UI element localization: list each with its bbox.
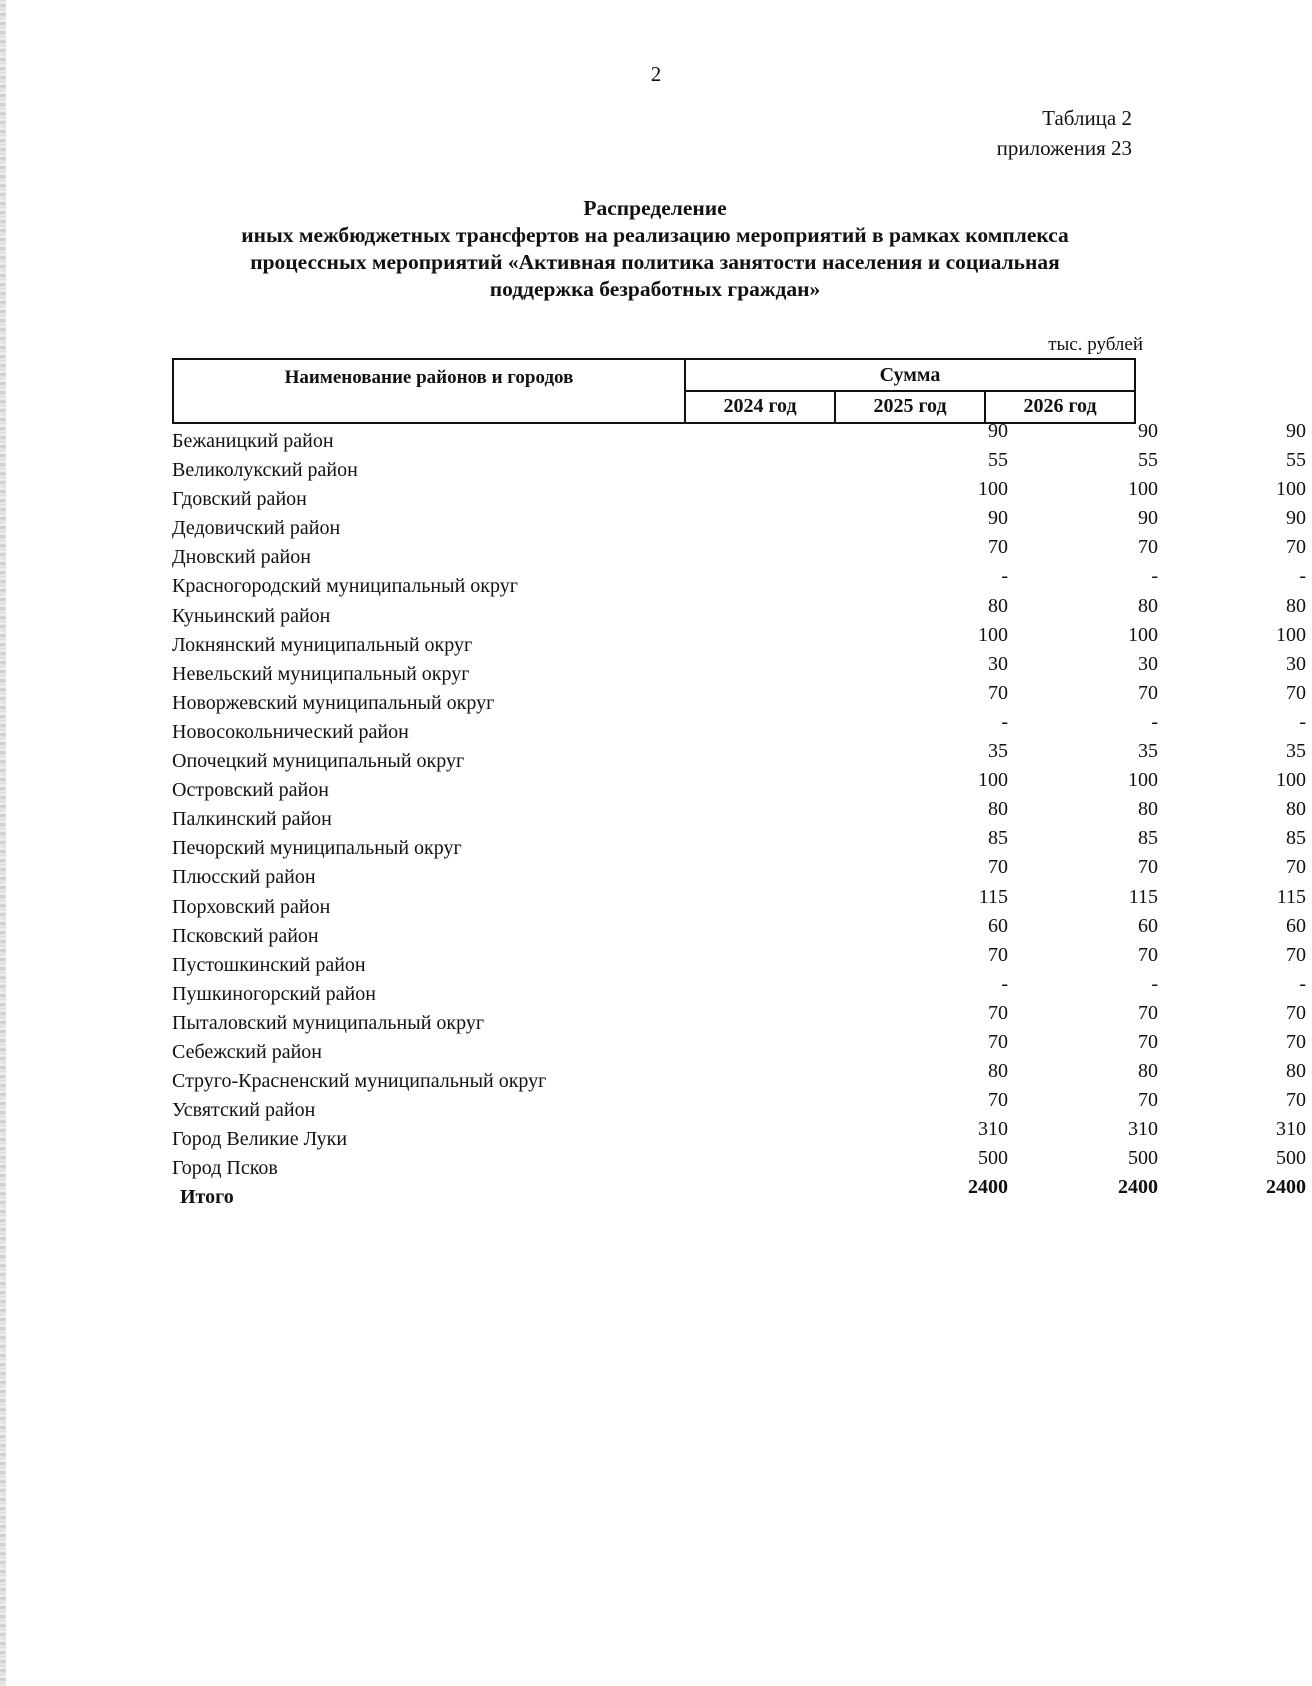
row-value-2024: 70 — [988, 1030, 1008, 1053]
row-value-2025: 70 — [1138, 1001, 1158, 1024]
header-year-2025: 2025 год — [836, 392, 986, 422]
row-name: Порховский район — [172, 895, 331, 918]
row-value-2026: - — [1299, 972, 1306, 995]
row-value-2025: 60 — [1138, 914, 1158, 937]
row-name: Город Великие Луки — [172, 1128, 348, 1151]
row-value-2024: 30 — [988, 652, 1008, 675]
row-value-2024: 80 — [988, 1060, 1008, 1083]
row-value-2025: 100 — [1128, 769, 1158, 792]
row-name: Опочецкий муниципальный округ — [172, 750, 465, 773]
row-value-2025: 55 — [1138, 449, 1158, 472]
table-ref-line2: приложения 23 — [996, 136, 1132, 160]
row-value-2025: 70 — [1138, 536, 1158, 559]
row-name: Гдовский район — [172, 488, 307, 511]
row-value-2024: 80 — [988, 594, 1008, 617]
row-value-2025: - — [1151, 565, 1158, 588]
table-ref-line1: Таблица 2 — [1042, 106, 1132, 130]
row-value-2024: - — [1001, 972, 1008, 995]
row-value-2025: 80 — [1138, 594, 1158, 617]
title-line4: поддержка безработных граждан» — [489, 277, 821, 301]
row-name: Бежаницкий район — [172, 430, 334, 452]
row-value-2025: 500 — [1128, 1147, 1158, 1170]
row-value-2026: 100 — [1276, 478, 1306, 501]
row-value-2024: 70 — [988, 856, 1008, 879]
row-value-2024: 60 — [988, 914, 1008, 937]
row-value-2026: 55 — [1286, 449, 1306, 472]
row-name: Струго-Красненский муниципальный округ — [172, 1070, 547, 1093]
row-value-2025: 70 — [1138, 681, 1158, 704]
row-value-2024: 80 — [988, 798, 1008, 821]
row-name: Печорский муниципальный округ — [172, 837, 462, 860]
table-body — [172, 420, 1306, 1214]
table-reference — [997, 103, 1132, 163]
row-value-2024: 85 — [988, 827, 1008, 850]
row-value-2024: - — [1001, 710, 1008, 733]
row-value-2026: 35 — [1286, 740, 1306, 763]
row-value-2026: 90 — [1286, 420, 1306, 442]
row-value-2025: - — [1151, 710, 1158, 733]
row-value-2024: 70 — [988, 536, 1008, 559]
row-name: Островский район — [172, 779, 329, 802]
row-name: Великолукский район — [172, 459, 358, 482]
row-name: Пушкиногорский район — [172, 982, 376, 1005]
row-name: Куньинский район — [172, 604, 331, 627]
title-line1: Распределение — [583, 196, 727, 220]
row-value-2025: 80 — [1138, 798, 1158, 821]
row-value-2024: 55 — [988, 449, 1008, 472]
row-value-2024: 70 — [988, 1001, 1008, 1024]
row-value-2025: 310 — [1128, 1118, 1158, 1141]
row-value-2026: 115 — [1276, 885, 1306, 908]
row-value-2024: 90 — [988, 507, 1008, 530]
row-value-2026: 310 — [1276, 1118, 1306, 1141]
row-name: Палкинский район — [172, 808, 332, 831]
row-value-2024: 70 — [988, 681, 1008, 704]
scan-edge — [0, 0, 6, 1686]
title-line2: иных межбюджетных трансфертов на реализацию мероприятий в рамках комплекса — [241, 223, 1069, 247]
row-value-2025: 35 — [1138, 740, 1158, 763]
row-value-2025: 90 — [1138, 420, 1158, 442]
row-value-2024: 90 — [988, 420, 1008, 442]
total-value-2025: 2400 — [1118, 1176, 1158, 1199]
row-value-2025: 70 — [1138, 1089, 1158, 1112]
row-value-2025: 70 — [1138, 856, 1158, 879]
row-value-2024: 100 — [978, 623, 1008, 646]
row-value-2026: 30 — [1286, 652, 1306, 675]
row-value-2026: 60 — [1286, 914, 1306, 937]
row-value-2024: - — [1001, 565, 1008, 588]
row-value-2024: 100 — [978, 478, 1008, 501]
table-header — [172, 358, 1136, 424]
row-value-2024: 35 — [988, 740, 1008, 763]
header-year-2024: 2024 год — [686, 392, 836, 422]
row-name: Город Псков — [172, 1157, 278, 1180]
row-value-2025: 100 — [1128, 623, 1158, 646]
row-name: Новоржевский муниципальный округ — [172, 691, 495, 714]
row-value-2026: 80 — [1286, 798, 1306, 821]
row-value-2026: - — [1299, 710, 1306, 733]
row-value-2026: 100 — [1276, 623, 1306, 646]
row-value-2024: 100 — [978, 769, 1008, 792]
row-value-2026: 70 — [1286, 536, 1306, 559]
row-name: Красногородский муниципальный округ — [172, 575, 518, 598]
row-value-2025: - — [1151, 972, 1158, 995]
row-name: Дедовичский район — [172, 517, 341, 540]
row-value-2025: 90 — [1138, 507, 1158, 530]
row-name: Себежский район — [172, 1040, 322, 1063]
row-value-2026: 70 — [1286, 943, 1306, 966]
row-value-2026: 70 — [1286, 1001, 1306, 1024]
row-value-2024: 500 — [978, 1147, 1008, 1170]
header-name-column: Наименование районов и городов — [174, 360, 686, 422]
row-value-2026: - — [1299, 565, 1306, 588]
row-value-2026: 70 — [1286, 1030, 1306, 1053]
row-value-2026: 90 — [1286, 507, 1306, 530]
row-name: Усвятский район — [172, 1099, 316, 1122]
row-name: Невельский муниципальный округ — [172, 662, 470, 685]
row-name: Новосокольнический район — [172, 720, 409, 743]
row-value-2025: 100 — [1128, 478, 1158, 501]
units-label: тыс. рублей — [1048, 334, 1143, 355]
header-year-2026: 2026 год — [1023, 395, 1097, 417]
row-value-2024: 115 — [978, 885, 1008, 908]
row-value-2025: 85 — [1138, 827, 1158, 850]
row-value-2025: 70 — [1138, 1030, 1158, 1053]
row-value-2025: 80 — [1138, 1060, 1158, 1083]
row-value-2025: 70 — [1138, 943, 1158, 966]
total-label: Итого — [180, 1186, 234, 1209]
total-value-2026: 2400 — [1266, 1176, 1306, 1199]
header-sum-column: Сумма — [686, 360, 1134, 392]
total-row — [172, 1176, 1306, 1213]
total-value-2024: 2400 — [968, 1176, 1008, 1199]
row-value-2025: 30 — [1138, 652, 1158, 675]
row-name: Плюсский район — [172, 866, 316, 889]
row-value-2026: 70 — [1286, 681, 1306, 704]
row-value-2026: 100 — [1276, 769, 1306, 792]
row-name: Псковский район — [172, 924, 319, 947]
row-name: Пустошкинский район — [172, 953, 366, 976]
row-name: Пыталовский муниципальный округ — [172, 1011, 485, 1034]
row-value-2026: 80 — [1286, 1060, 1306, 1083]
row-value-2024: 70 — [988, 1089, 1008, 1112]
row-value-2025: 115 — [1128, 885, 1158, 908]
row-value-2026: 500 — [1276, 1147, 1306, 1170]
row-value-2024: 70 — [988, 943, 1008, 966]
row-value-2024: 310 — [978, 1118, 1008, 1141]
row-name: Локнянский муниципальный округ — [172, 633, 473, 656]
row-value-2026: 70 — [1286, 856, 1306, 879]
row-value-2026: 85 — [1286, 827, 1306, 850]
page-number: 2 — [650, 62, 662, 86]
title-line3: процессных мероприятий «Активная политика занятости населения и социальная — [250, 250, 1060, 274]
document-title — [150, 195, 1160, 303]
row-value-2026: 70 — [1286, 1089, 1306, 1112]
row-name: Дновский район — [172, 546, 311, 569]
row-value-2026: 80 — [1286, 594, 1306, 617]
